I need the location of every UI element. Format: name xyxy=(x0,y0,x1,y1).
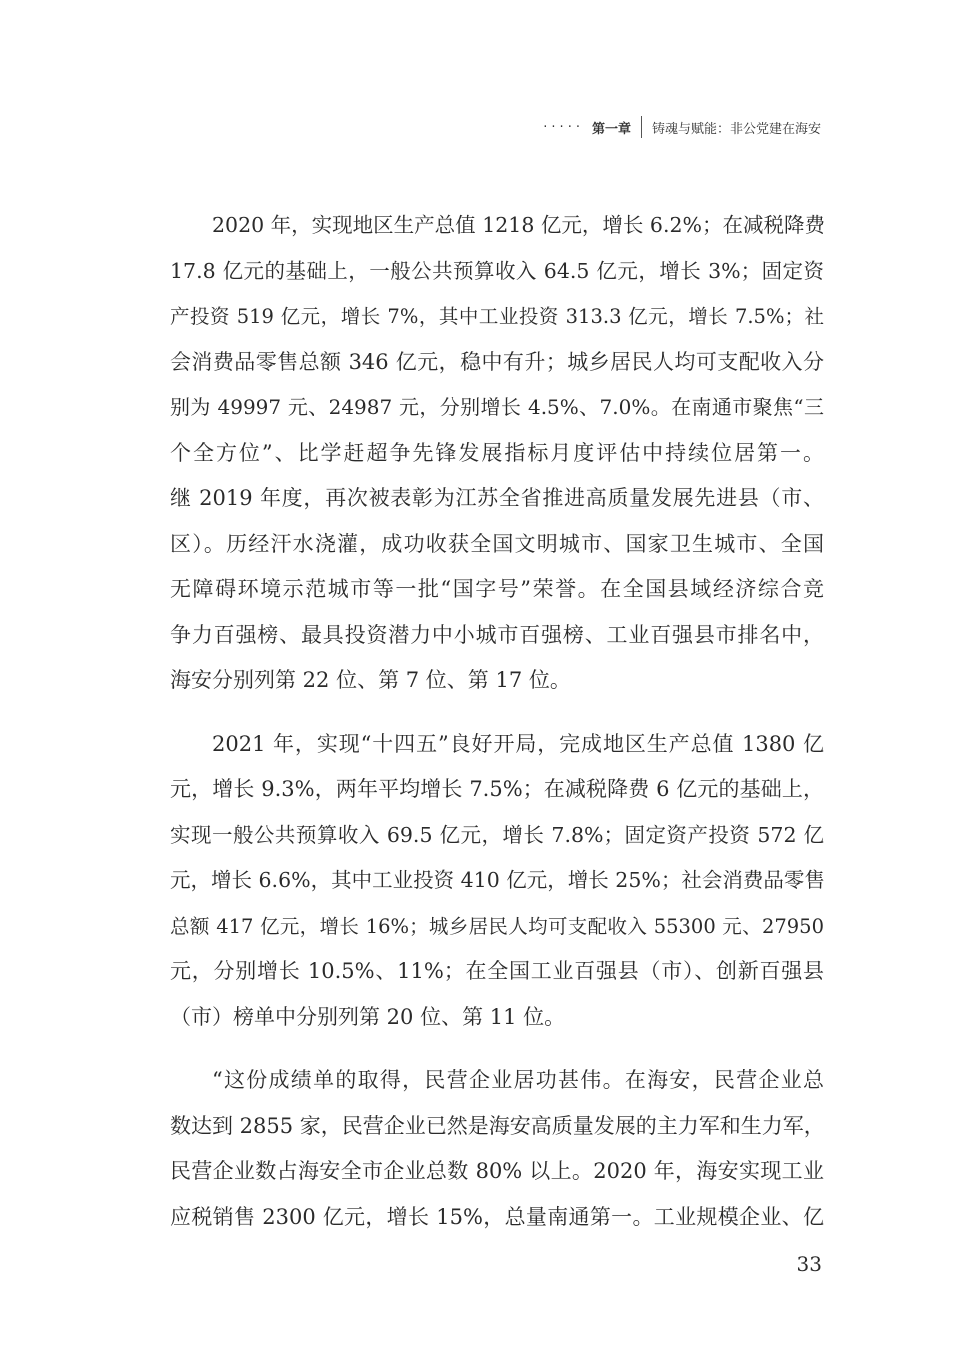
text-line: 应税销售 2300 亿元，增长 15%，总量南通第一。工业规模企业、亿 xyxy=(170,1204,824,1229)
text-line: 争力百强榜、最具投资潜力中小城市百强榜、工业百强县市排名中， xyxy=(170,622,824,647)
text-line: 无障碍环境示范城市等一批“国字号”荣誉。在全国县域经济综合竞 xyxy=(170,577,824,601)
text-line: 2021 年，实现“十四五”良好开局，完成地区生产总值 1380 亿 xyxy=(212,731,824,756)
header-title: 铸魂与赋能：非公党建在海安 xyxy=(651,121,821,137)
text-line: 个全方位”、比学赶超争先锋发展指标月度评估中持续位居第一。 xyxy=(170,440,824,465)
text-line: 区）。历经汗水浇灌，成功收获全国文明城市、国家卫生城市、全国 xyxy=(170,531,824,556)
text-line: 会消费品零售总额 346 亿元，稳中有升；城乡居民人均可支配收入分 xyxy=(170,349,824,374)
text-line: 继 2019 年度，再次被表彰为江苏全省推进高质量发展先进县（市、 xyxy=(170,486,824,510)
header-dots: ····· xyxy=(543,119,584,135)
text-line: 别为 49997 元、24987 元，分别增长 4.5%、7.0%。在南通市聚焦“三 xyxy=(170,395,824,419)
text-line: 总额 417 亿元，增长 16%；城乡居民人均可支配收入 55300 元、27950 xyxy=(170,914,824,938)
text-line: 17.8 亿元的基础上，一般公共预算收入 64.5 亿元，增长 3%；固定资 xyxy=(170,258,824,283)
header-divider xyxy=(641,116,642,138)
text-line: （市）榜单中分别列第 20 位、第 11 位。 xyxy=(170,1004,566,1029)
paragraph-2021 xyxy=(170,722,824,1041)
text-line: 2020 年，实现地区生产总值 1218 亿元，增长 6.2%；在减税降费 xyxy=(212,213,825,237)
page-number: 33 xyxy=(796,1252,822,1276)
text-line: 产投资 519 亿元，增长 7%，其中工业投资 313.3 亿元，增长 7.5%；社 xyxy=(170,305,824,328)
running-header xyxy=(543,114,821,140)
text-line: 民营企业数占海安全市企业总数 80% 以上。2020 年，海安实现工业 xyxy=(170,1159,824,1183)
header-chapter: 第一章 xyxy=(591,121,631,137)
paragraph-2020 xyxy=(170,203,824,704)
text-line: 数达到 2855 家，民营企业已然是海安高质量发展的主力军和生力军， xyxy=(170,1113,825,1138)
text-line: 海安分别列第 22 位、第 7 位、第 17 位。 xyxy=(170,668,571,692)
text-line: 元，增长 9.3%，两年平均增长 7.5%；在减税降费 6 亿元的基础上， xyxy=(170,777,824,801)
text-line: 实现一般公共预算收入 69.5 亿元，增长 7.8%；固定资产投资 572 亿 xyxy=(170,822,824,847)
text-line: 元，增长 6.6%，其中工业投资 410 亿元，增长 25%；社会消费品零售 xyxy=(170,868,825,892)
text-line: “这份成绩单的取得，民营企业居功甚伟。在海安，民营企业总 xyxy=(212,1068,824,1092)
body-text xyxy=(170,203,824,1258)
text-line: 元，分别增长 10.5%、11%；在全国工业百强县（市）、创新百强县 xyxy=(170,959,824,983)
paragraph-private-enterprise xyxy=(170,1058,824,1240)
